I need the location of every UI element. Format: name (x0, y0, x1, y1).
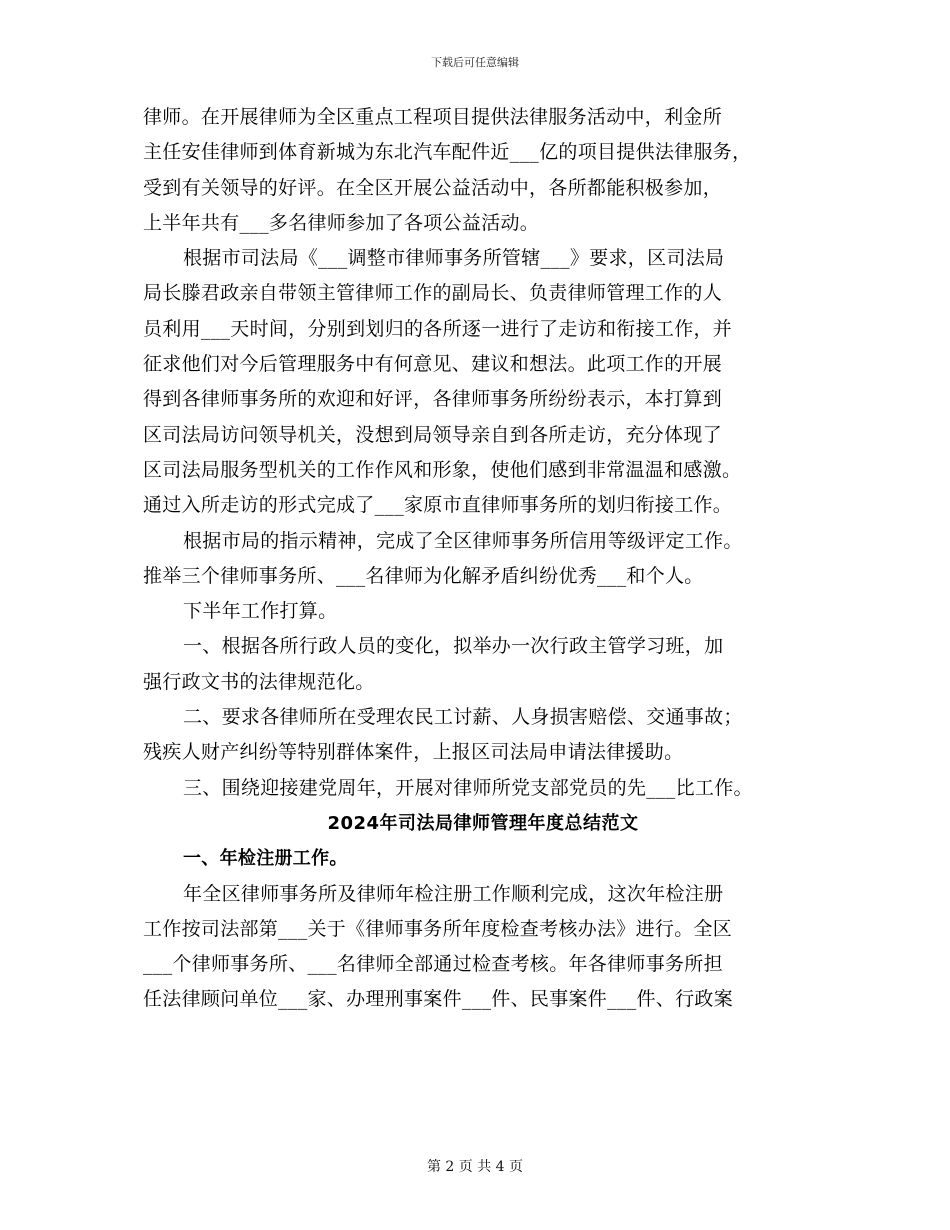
body-line: 得到各律师事务所的欢迎和好评，各律师事务所纷纷表示，本打算到 (143, 388, 723, 411)
section-title: 2024年司法局律师管理年度总结范文 (327, 812, 639, 834)
body-line: 通过入所走访的形式完成了___家原市直律师事务所的划归衔接工作。 (143, 494, 733, 517)
body-line: 推举三个律师事务所、___名律师为化解矛盾纠纷优秀___和个人。 (143, 564, 704, 587)
body-line: 强行政文书的法律规范化。 (143, 670, 375, 693)
body-line: 征求他们对今后管理服务中有何意见、建议和想法。此项工作的开展 (143, 353, 723, 376)
body-line: 律师。在开展律师为全区重点工程项目提供法律服务活动中，利金所 (143, 106, 723, 128)
page-footer: 第 2 页 共 4 页 (426, 1159, 524, 1175)
body-line: 主任安佳律师到体育新城为东北汽车配件近___亿的项目提供法律服务， (143, 141, 752, 164)
body-line: 局长滕君政亲自带领主管律师工作的副局长、负责律师管理工作的人 (143, 282, 723, 305)
paragraph-start-line: 年全区律师事务所及律师年检注册工作顺利完成，这次年检注册 (183, 882, 724, 905)
body-line: 员利用___天时间，分别到划归的各所逐一进行了走访和衔接工作，并 (143, 317, 733, 340)
paragraph-start-line: 下半年工作打算。 (183, 600, 338, 623)
paragraph-start-line: 二、要求各律师所在受理农民工讨薪、人身损害赔偿、交通事故； (183, 706, 743, 729)
body-line: 任法律顾问单位___家、办理刑事案件___件、民事案件___件、行政案 (143, 988, 734, 1011)
paragraph-start-line: 根据市司法局《___调整市律师事务所管辖___》要求，区司法局 (183, 247, 725, 270)
body-line: 受到有关领导的好评。在全区开展公益活动中，各所都能积极参加， (143, 176, 723, 199)
body-line: ___个律师事务所、___名律师全部通过检查考核。年各律师事务所担 (143, 953, 723, 976)
paragraph-start-line: 一、根据各所行政人员的变化，拟举办一次行政主管学习班，加 (183, 635, 724, 658)
paragraph-start-line: 根据市局的指示精神，完成了全区律师事务所信用等级评定工作。 (183, 529, 743, 552)
body-line: 上半年共有___多名律师参加了各项公益活动。 (143, 211, 540, 234)
section-heading: 一、年检注册工作。 (183, 848, 348, 870)
document-body (143, 100, 823, 1018)
page-header: 下载后可任意编辑 (431, 56, 519, 69)
paragraph-start-line: 三、围绕迎接建党周年，开展对律师所党支部党员的先___比工作。 (183, 776, 753, 799)
body-line: 工作按司法部第___关于《律师事务所年度检查考核办法》进行。全区 (143, 917, 733, 940)
body-line: 区司法局访问领导机关，没想到局领导亲自到各所走访，充分体现了 (143, 423, 723, 446)
body-line: 区司法局服务型机关的工作作风和形象，使他们感到非常温温和感激。 (143, 458, 742, 481)
body-line: 残疾人财产纠纷等特别群体案件，上报区司法局申请法律援助。 (143, 741, 684, 764)
